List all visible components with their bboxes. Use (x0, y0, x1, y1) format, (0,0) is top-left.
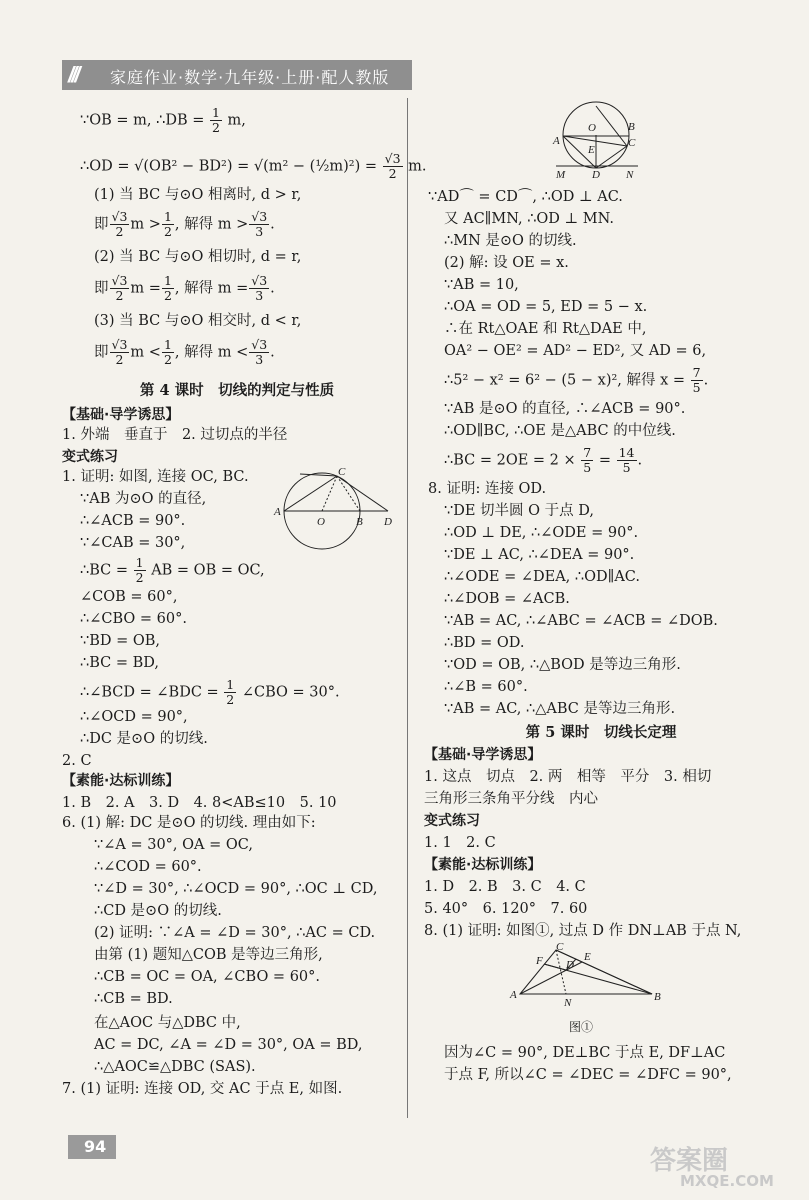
case-1-result: 即 $\frac{√3}{2}$ m > $\frac{1}{2}$ , 解得 m > $\frac{√3}{3}$ . (94, 209, 275, 239)
figure-1-caption: 图① (569, 1020, 594, 1034)
q8-proof-line-3: 于点 F, 所以∠C = ∠DEC = ∠DFC = 90°, (444, 1067, 732, 1083)
r-line-8: OA² − OE² = AD² − ED², 又 AD = 6, (444, 343, 707, 359)
section-target-1: 【素能·达标训练】 (62, 773, 180, 789)
line-od: ∴OD = √(OB² − BD²) = √(m² − (½m)²) = $\frac{√3}{2}$ m. (80, 151, 427, 181)
r-q8-line-5: ∴∠ODE = ∠DEA, ∴OD∥AC. (444, 569, 640, 585)
q6-line-1: 6. (1) 解: DC 是⊙O 的切线. 理由如下: (62, 815, 316, 831)
fig3-label-e: E (584, 951, 591, 963)
fig3-label-f: F (536, 955, 543, 967)
q8-proof-line-2: 因为∠C = 90°, DE⊥BC 于点 E, DF⊥AC (444, 1045, 726, 1061)
r-line-3: ∴MN 是⊙O 的切线. (444, 233, 577, 249)
case-1: (1) 当 BC 与⊙O 相离时, d > r, (94, 187, 302, 203)
fig3-label-c: C (556, 942, 564, 953)
fig2-label-o: O (588, 122, 596, 134)
r-q8-line-7: ∵AB = AC, ∴∠ABC = ∠ACB = ∠DOB. (444, 613, 718, 629)
q6-line-9: ∴CB = BD. (94, 991, 173, 1007)
page-number-tab (68, 1135, 116, 1159)
fig3-label-n: N (564, 997, 572, 1009)
case-2: (2) 当 BC 与⊙O 相切时, d = r, (94, 249, 302, 265)
fig2-label-c: C (628, 137, 636, 149)
answers-variant-2: 1. 1 2. C (424, 835, 496, 851)
section-variant-1: 变式练习 (62, 449, 118, 465)
fig2-label-e: E (588, 144, 595, 156)
proof-1-line-1: 1. 证明: 如图, 连接 OC, BC. (62, 469, 249, 485)
q6-line-2: ∵∠A = 30°, OA = OC, (94, 837, 253, 853)
page-number: 94 (84, 1137, 107, 1156)
fig2-label-m: M (556, 169, 566, 180)
answer-2: 2. C (62, 753, 92, 769)
q6-line-11: AC = DC, ∠A = ∠D = 30°, OA = BD, (94, 1037, 363, 1053)
r-q8-line-8: ∴BD = OD. (444, 635, 525, 651)
q6-line-6: (2) 证明: ∵∠A = ∠D = 30°, ∴AC = CD. (94, 925, 376, 941)
q6-line-10: 在△AOC 与△DBC 中, (94, 1015, 241, 1031)
fig1-label-c: C (338, 466, 346, 478)
q6-line-7: 由第 (1) 题知△COB 是等边三角形, (94, 947, 323, 963)
figure-1-triangle (504, 942, 664, 1012)
r-line-7: ∴在 Rt△OAE 和 Rt△DAE 中, (444, 321, 647, 337)
r-q8-line-10: ∴∠B = 60°. (444, 679, 528, 695)
r-q8-line-9: ∵OD = OB, ∴△BOD 是等边三角形. (444, 657, 681, 673)
q6-line-4: ∵∠D = 30°, ∴∠OCD = 90°, ∴OC ⊥ CD, (94, 881, 378, 897)
r-line-11: ∴OD∥BC, ∴OE 是△ABC 的中位线. (444, 423, 676, 439)
q6-line-12: ∴△AOC≌△DBC (SAS). (94, 1059, 256, 1075)
fig1-label-a: A (274, 506, 281, 518)
answers-target-1: 1. B 2. A 3. D 4. 8<AB≤10 5. 10 (62, 795, 337, 811)
answers-basic-1: 1. 外端 垂直于 2. 过切点的半径 (62, 427, 288, 443)
proof-1-line-11: ∴∠OCD = 90°, (80, 709, 188, 725)
r-q8-line-4: ∵DE ⊥ AC, ∴∠DEA = 90°. (444, 547, 635, 563)
r-line-4: (2) 解: 设 OE = x. (444, 255, 569, 271)
q6-line-3: ∴∠COD = 60°. (94, 859, 202, 875)
r-q8-line-11: ∵AB = AC, ∴△ABC 是等边三角形. (444, 701, 676, 717)
proof-1-line-12: ∴DC 是⊙O 的切线. (80, 731, 208, 747)
proof-1-line-6: ∠COB = 60°, (80, 589, 178, 605)
r-line-6: ∴OA = OD = 5, ED = 5 − x. (444, 299, 648, 315)
fig2-label-d: D (592, 169, 600, 180)
r-line-12: ∴BC = 2OE = 2 × $\frac{7}{5}$ = $\frac{14}{5}$ . (444, 445, 643, 475)
q6-line-8: ∴CB = OC = OA, ∠CBO = 60°. (94, 969, 321, 985)
section-basic-2: 【基础·导学诱思】 (424, 747, 542, 763)
fig3-label-d: D (566, 959, 574, 971)
proof-1-line-8: ∵BD = OB, (80, 633, 161, 649)
r-q8-line-1: 8. 证明: 连接 OD. (428, 481, 547, 497)
section-target-2: 【素能·达标训练】 (424, 857, 542, 873)
section-basic-1: 【基础·导学诱思】 (62, 407, 180, 423)
proof-1-line-3: ∴∠ACB = 90°. (80, 513, 186, 529)
r-q8-line-6: ∴∠DOB = ∠ACB. (444, 591, 570, 607)
fig3-label-b: B (654, 991, 661, 1003)
proof-1-line-7: ∴∠CBO = 60°. (80, 611, 187, 627)
r-line-9: ∴5² − x² = 6² − (5 − x)², 解得 x = $\frac{7}{5}$ . (444, 365, 709, 395)
proof-1-line-4: ∵∠CAB = 30°, (80, 535, 186, 551)
proof-1-line-5: ∴BC = $\frac{1}{2}$ AB = OB = OC, (80, 555, 265, 585)
proof-1-line-2: ∵AB 为⊙O 的直径, (80, 491, 207, 507)
r-q8-line-3: ∴OD ⊥ DE, ∴∠ODE = 90°. (444, 525, 639, 541)
header-title: 家庭作业·数学·九年级·上册·配人教版 (110, 68, 390, 87)
q6-line-5: ∴CD 是⊙O 的切线. (94, 903, 222, 919)
fig2-label-n: N (626, 169, 634, 180)
line-ob: ∵OB = m, ∴DB = $\frac{1}{2}$ m, (80, 105, 246, 135)
fig2-label-a: A (553, 135, 560, 147)
r-line-1: ∵AD⌒ = CD⌒, ∴OD ⊥ AC. (428, 189, 623, 205)
r-line-2: 又 AC∥MN, ∴OD ⊥ MN. (444, 211, 615, 227)
fig1-label-o: O (317, 516, 325, 528)
watermark-logo: 答案圈 MXQE.COM (650, 1146, 774, 1190)
answers-target-2-line-2: 5. 40° 6. 120° 7. 60 (424, 901, 588, 917)
lesson-4-title: 第 4 课时 切线的判定与性质 (139, 382, 335, 399)
answers-target-2-line-1: 1. D 2. B 3. C 4. C (424, 879, 586, 895)
fig1-label-b: B (356, 516, 363, 528)
section-variant-2: 变式练习 (424, 813, 480, 829)
answers-basic-2-line-1: 1. 这点 切点 2. 两 相等 平分 3. 相切 (424, 769, 712, 785)
r-line-10: ∵AB 是⊙O 的直径, ∴∠ACB = 90°. (444, 401, 686, 417)
case-2-result: 即 $\frac{√3}{2}$ m = $\frac{1}{2}$ , 解得 m = $\frac{√3}{3}$ . (94, 273, 275, 303)
fig2-label-b: B (628, 121, 635, 133)
proof-1-line-9: ∴BC = BD, (80, 655, 159, 671)
r-line-5: ∵AB = 10, (444, 277, 519, 293)
answers-basic-2-line-2: 三角形三条角平分线 内心 (424, 791, 598, 807)
q7-line-1: 7. (1) 证明: 连接 OD, 交 AC 于点 E, 如图. (62, 1081, 343, 1097)
fig1-label-d: D (384, 516, 392, 528)
case-3: (3) 当 BC 与⊙O 相交时, d < r, (94, 313, 302, 329)
case-3-result: 即 $\frac{√3}{2}$ m < $\frac{1}{2}$ , 解得 m < $\frac{√3}{3}$ . (94, 337, 275, 367)
proof-1-line-10: ∴∠BCD = ∠BDC = $\frac{1}{2}$ ∠CBO = 30°. (80, 677, 340, 707)
lesson-5-title: 第 5 课时 切线长定理 (525, 724, 677, 741)
q8-proof-line-1: 8. (1) 证明: 如图①, 过点 D 作 DN⊥AB 于点 N, (424, 923, 742, 939)
header-slashes-icon: /// (68, 62, 78, 87)
fig3-label-a: A (510, 989, 517, 1001)
r-q8-line-2: ∵DE 切半圆 O 于点 D, (444, 503, 594, 519)
